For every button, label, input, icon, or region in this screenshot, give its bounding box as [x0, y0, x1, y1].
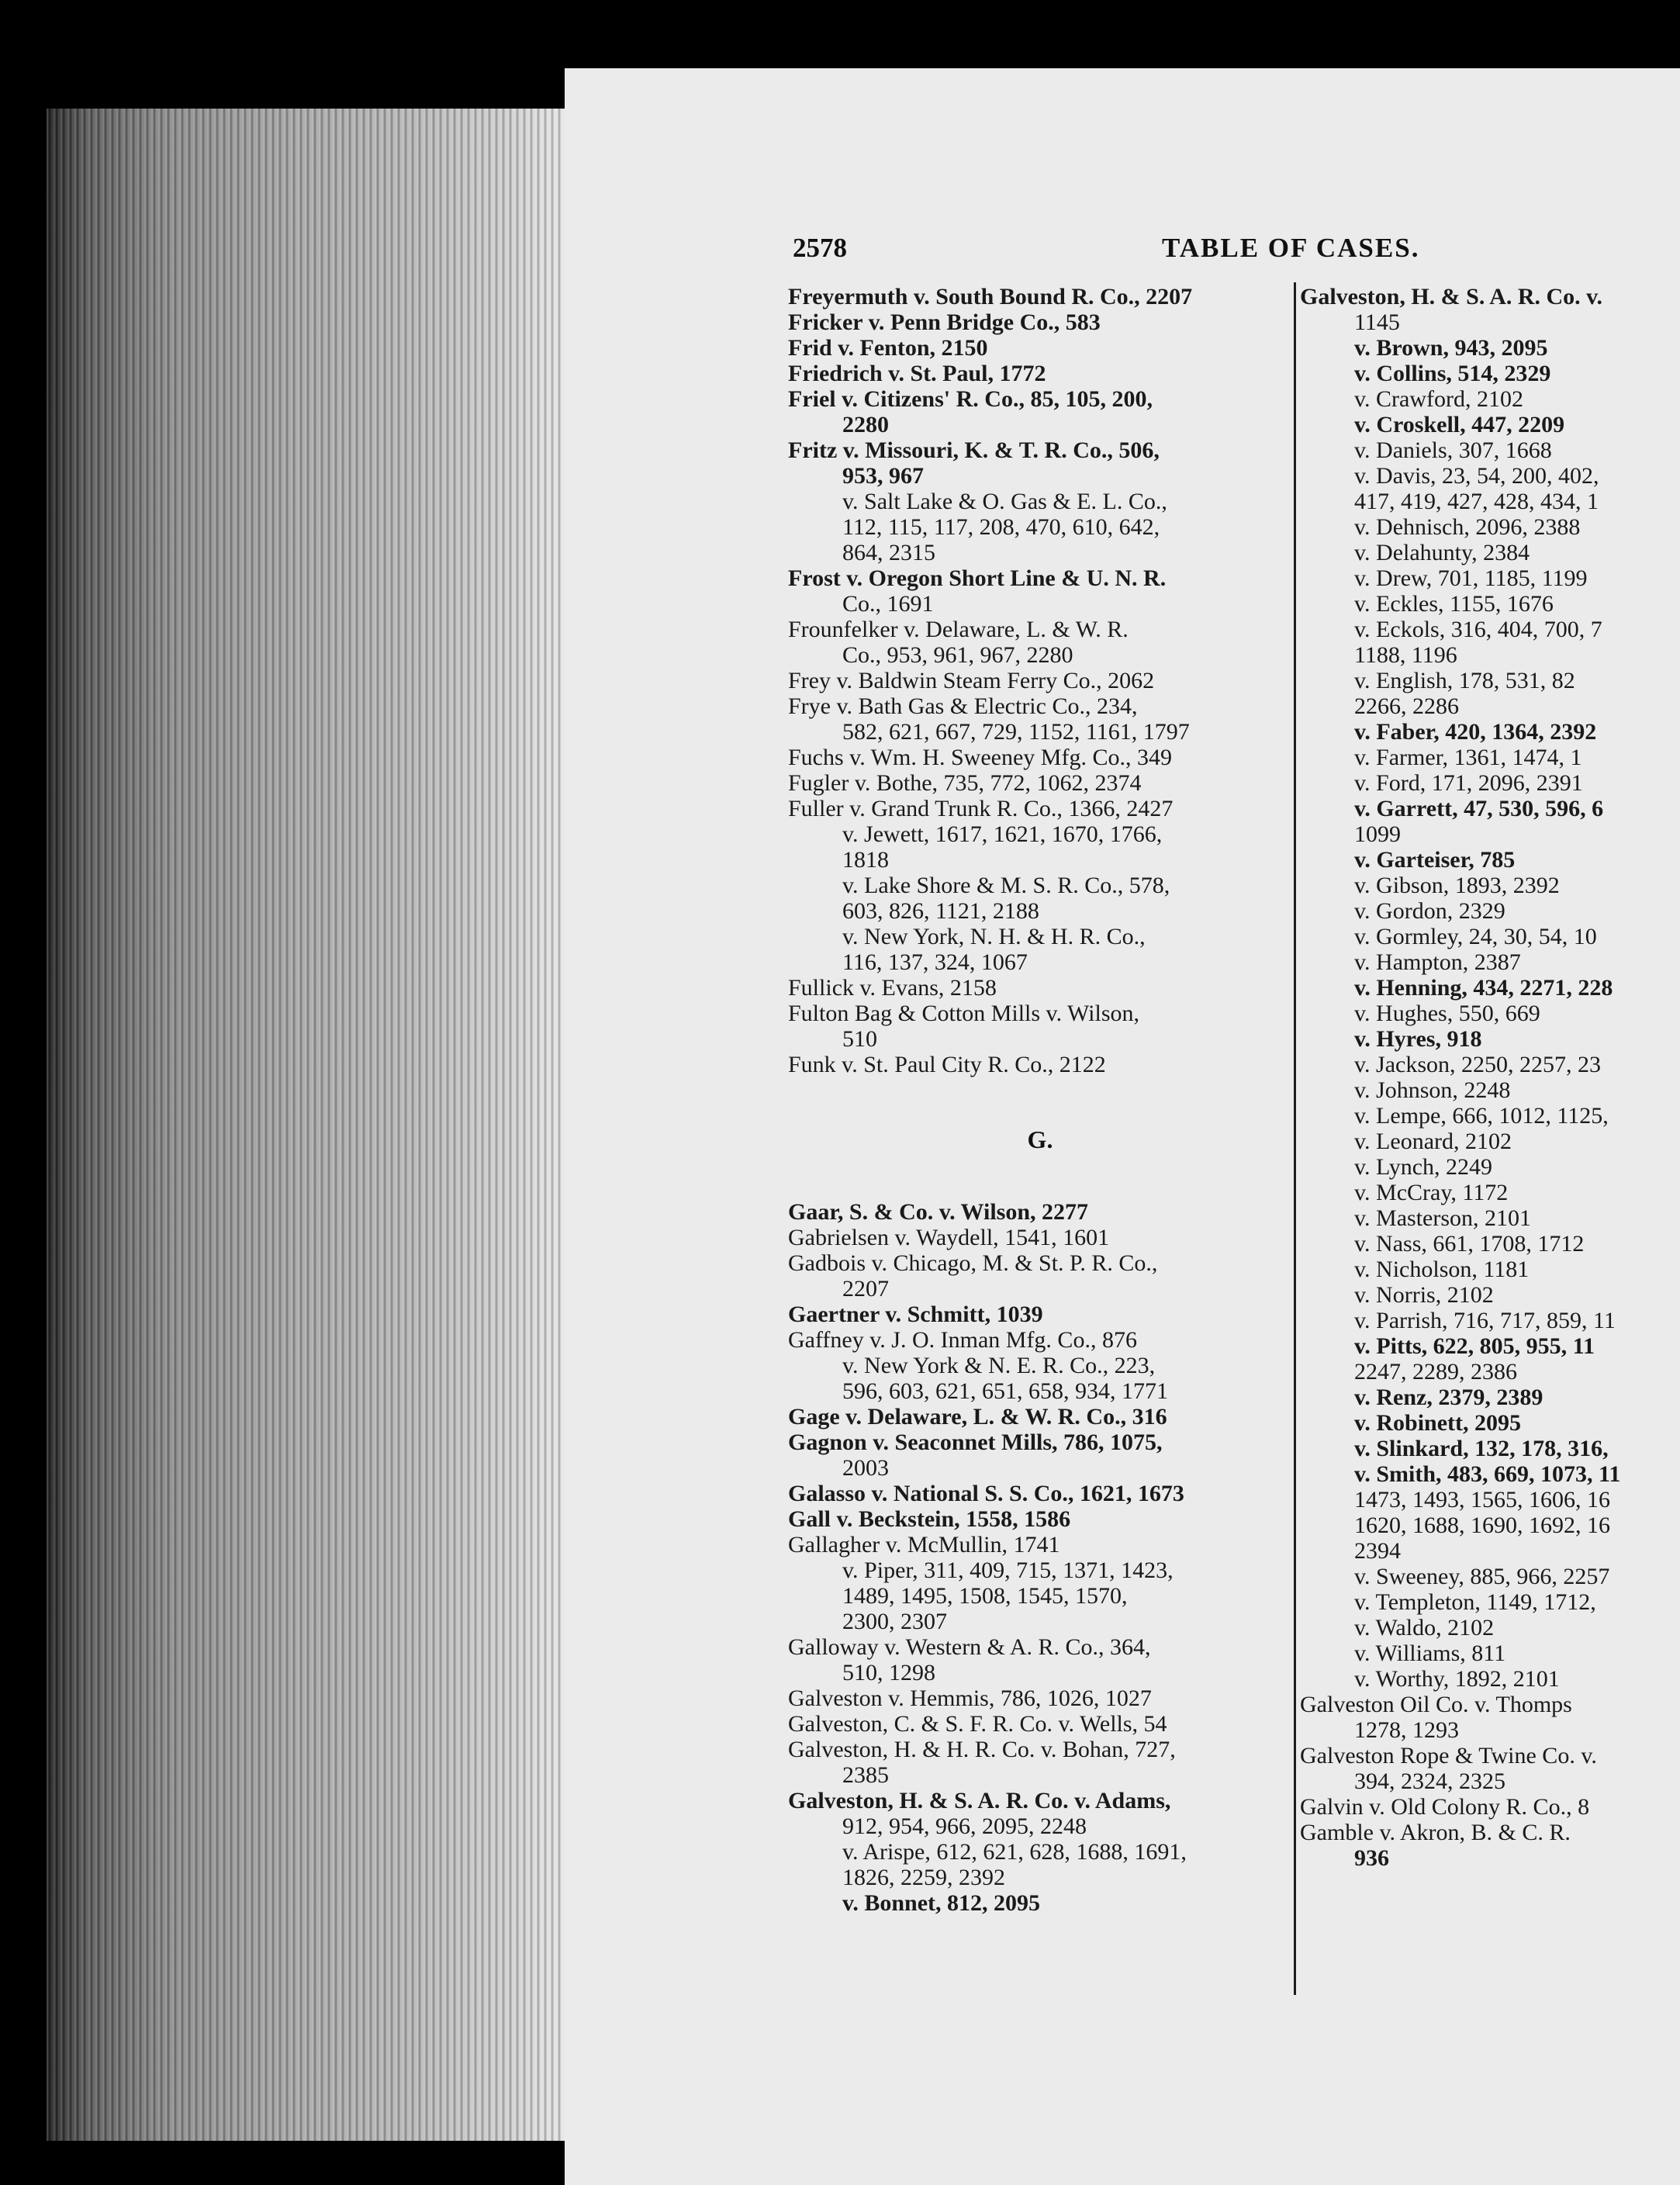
- case-entry: v. Eckols, 316, 404, 700, 7: [1354, 617, 1602, 642]
- case-entry: v. Dehnisch, 2096, 2388: [1354, 514, 1581, 540]
- case-entry: v. Gordon, 2329: [1354, 898, 1505, 924]
- case-entry: Fugler v. Bothe, 735, 772, 1062, 2374: [788, 770, 1142, 796]
- case-entry: Frye v. Bath Gas & Electric Co., 234,: [788, 693, 1138, 719]
- case-entry: v. Nicholson, 1181: [1354, 1257, 1530, 1282]
- case-entry: Fricker v. Penn Bridge Co., 583: [788, 309, 1101, 335]
- section-heading-g: G.: [1027, 1125, 1053, 1153]
- case-entry: v. Salt Lake & O. Gas & E. L. Co.,: [842, 489, 1167, 514]
- case-entry: Co., 953, 961, 967, 2280: [842, 642, 1073, 668]
- case-entry: 1278, 1293: [1354, 1717, 1459, 1743]
- case-entry: 1818: [842, 847, 889, 873]
- case-entry: 2300, 2307: [842, 1609, 947, 1634]
- case-entry: v. Robinett, 2095: [1354, 1410, 1522, 1436]
- case-entry: Freyermuth v. South Bound R. Co., 2207: [788, 284, 1193, 309]
- case-entry: v. McCray, 1172: [1354, 1180, 1509, 1205]
- case-entry: v. Jewett, 1617, 1621, 1670, 1766,: [842, 821, 1163, 847]
- case-entry: 936: [1354, 1845, 1389, 1871]
- case-entry: v. Nass, 661, 1708, 1712: [1354, 1231, 1585, 1257]
- case-entry: v. Ford, 171, 2096, 2391: [1354, 770, 1583, 796]
- case-entry: 1188, 1196: [1354, 642, 1457, 668]
- case-entry: v. Lempe, 666, 1012, 1125,: [1354, 1103, 1609, 1129]
- case-entry: 2266, 2286: [1354, 693, 1459, 719]
- case-entry: v. Drew, 701, 1185, 1199: [1354, 565, 1588, 591]
- case-entry: 912, 954, 966, 2095, 2248: [842, 1813, 1087, 1839]
- case-entry: Gadbois v. Chicago, M. & St. P. R. Co.,: [788, 1250, 1158, 1276]
- case-entry: v. Arispe, 612, 621, 628, 1688, 1691,: [842, 1839, 1187, 1865]
- case-entry: 2280: [842, 412, 889, 437]
- case-entry: 1620, 1688, 1690, 1692, 16: [1354, 1513, 1610, 1538]
- case-entry: Friel v. Citizens' R. Co., 85, 105, 200,: [788, 386, 1153, 412]
- case-entry: Gallagher v. McMullin, 1741: [788, 1532, 1060, 1558]
- case-entry: 953, 967: [842, 463, 924, 489]
- case-entry: 2394: [1354, 1538, 1401, 1564]
- case-entry: Galveston, H. & S. A. R. Co. v. Adams,: [788, 1788, 1171, 1813]
- case-entry: v. Slinkard, 132, 178, 316,: [1354, 1436, 1609, 1461]
- case-entry: v. Waldo, 2102: [1354, 1615, 1495, 1640]
- case-entry: 2003: [842, 1455, 889, 1481]
- case-entry: Frounfelker v. Delaware, L. & W. R.: [788, 617, 1129, 642]
- case-entry: v. Garteiser, 785: [1354, 847, 1516, 873]
- case-entry: v. Smith, 483, 669, 1073, 11: [1354, 1461, 1621, 1487]
- case-entry: Galveston Rope & Twine Co. v.: [1300, 1743, 1597, 1768]
- case-entry: v. Hughes, 550, 669: [1354, 1001, 1540, 1026]
- case-entry: v. Worthy, 1892, 2101: [1354, 1666, 1560, 1692]
- case-entry: v. Gormley, 24, 30, 54, 10: [1354, 924, 1597, 949]
- case-entry: Galveston, H. & S. A. R. Co. v.: [1300, 284, 1603, 309]
- case-entry: v. Crawford, 2102: [1354, 386, 1524, 412]
- case-entry: Frid v. Fenton, 2150: [788, 335, 988, 361]
- case-entry: v. Hampton, 2387: [1354, 949, 1521, 975]
- case-entry: Gage v. Delaware, L. & W. R. Co., 316: [788, 1404, 1167, 1430]
- case-entry: v. Pitts, 622, 805, 955, 11: [1354, 1333, 1595, 1359]
- case-entry: Gabrielsen v. Waydell, 1541, 1601: [788, 1225, 1110, 1250]
- case-entry: Galveston, C. & S. F. R. Co. v. Wells, 54: [788, 1711, 1167, 1737]
- case-entry: v. Davis, 23, 54, 200, 402,: [1354, 463, 1599, 489]
- case-entry: v. Parrish, 716, 717, 859, 11: [1354, 1308, 1616, 1333]
- case-entry: Co., 1691: [842, 591, 934, 617]
- case-entry: Fuller v. Grand Trunk R. Co., 1366, 2427: [788, 796, 1174, 821]
- case-entry: 2207: [842, 1276, 889, 1302]
- case-entry: v. Collins, 514, 2329: [1354, 361, 1551, 386]
- case-entry: v. Lake Shore & M. S. R. Co., 578,: [842, 873, 1170, 898]
- case-entry: 2385: [842, 1762, 889, 1788]
- case-entry: Fullick v. Evans, 2158: [788, 975, 997, 1001]
- case-entry: Fritz v. Missouri, K. & T. R. Co., 506,: [788, 437, 1160, 463]
- case-entry: v. Bonnet, 812, 2095: [842, 1890, 1041, 1916]
- case-entry: 1145: [1354, 309, 1400, 335]
- left-entries-f: [788, 284, 1292, 1077]
- case-entry: Galveston Oil Co. v. Thomps: [1300, 1692, 1572, 1717]
- case-entry: Galvin v. Old Colony R. Co., 8: [1300, 1794, 1590, 1820]
- case-entry: 1826, 2259, 2392: [842, 1865, 1005, 1890]
- case-entry: v. English, 178, 531, 82: [1354, 668, 1575, 693]
- case-entry: 1489, 1495, 1508, 1545, 1570,: [842, 1583, 1128, 1609]
- case-entry: v. New York, N. H. & H. R. Co.,: [842, 924, 1146, 949]
- case-entry: 1099: [1354, 821, 1401, 847]
- case-entry: Frey v. Baldwin Steam Ferry Co., 2062: [788, 668, 1155, 693]
- case-entry: v. Farmer, 1361, 1474, 1: [1354, 745, 1582, 770]
- case-entry: v. Lynch, 2249: [1354, 1154, 1493, 1180]
- case-entry: 1473, 1493, 1565, 1606, 16: [1354, 1487, 1610, 1513]
- case-entry: Galveston v. Hemmis, 786, 1026, 1027: [788, 1685, 1152, 1711]
- case-entry: v. Jackson, 2250, 2257, 23: [1354, 1052, 1602, 1077]
- case-entry: v. Renz, 2379, 2389: [1354, 1385, 1543, 1410]
- case-entry: 2247, 2289, 2386: [1354, 1359, 1517, 1385]
- case-entry: v. Gibson, 1893, 2392: [1354, 873, 1560, 898]
- case-entry: v. Croskell, 447, 2209: [1354, 412, 1565, 437]
- case-entry: 394, 2324, 2325: [1354, 1768, 1505, 1794]
- case-entry: Fuchs v. Wm. H. Sweeney Mfg. Co., 349: [788, 745, 1172, 770]
- left-entries-g: [788, 1199, 1292, 1916]
- case-entry: Galloway v. Western & A. R. Co., 364,: [788, 1634, 1151, 1660]
- case-entry: v. Garrett, 47, 530, 596, 6: [1354, 796, 1604, 821]
- book-page: [565, 68, 1680, 2185]
- case-entry: 116, 137, 324, 1067: [842, 949, 1028, 975]
- case-entry: Fulton Bag & Cotton Mills v. Wilson,: [788, 1001, 1140, 1026]
- case-entry: v. Henning, 434, 2271, 228: [1354, 975, 1613, 1001]
- case-entry: Gagnon v. Seaconnet Mills, 786, 1075,: [788, 1430, 1163, 1455]
- case-entry: v. Leonard, 2102: [1354, 1129, 1512, 1154]
- case-entry: 596, 603, 621, 651, 658, 934, 1771: [842, 1378, 1168, 1404]
- case-entry: v. Williams, 811: [1354, 1640, 1506, 1666]
- case-entry: 582, 621, 667, 729, 1152, 1161, 1797: [842, 719, 1190, 745]
- case-entry: Gall v. Beckstein, 1558, 1586: [788, 1506, 1071, 1532]
- case-entry: 864, 2315: [842, 540, 935, 565]
- case-entry: Friedrich v. St. Paul, 1772: [788, 361, 1046, 386]
- case-entry: Gaffney v. J. O. Inman Mfg. Co., 876: [788, 1327, 1137, 1353]
- case-entry: Galasso v. National S. S. Co., 1621, 1673: [788, 1481, 1184, 1506]
- case-entry: 417, 419, 427, 428, 434, 1: [1354, 489, 1599, 514]
- case-entry: Funk v. St. Paul City R. Co., 2122: [788, 1052, 1106, 1077]
- case-entry: Galveston, H. & H. R. Co. v. Bohan, 727,: [788, 1737, 1176, 1762]
- page-header: [565, 233, 1680, 271]
- case-entry: v. Sweeney, 885, 966, 2257: [1354, 1564, 1610, 1589]
- case-entry: 510: [842, 1026, 877, 1052]
- case-entry: v. New York & N. E. R. Co., 223,: [842, 1353, 1156, 1378]
- right-column: [1300, 284, 1680, 1871]
- case-entry: 603, 826, 1121, 2188: [842, 898, 1039, 924]
- left-column: [788, 284, 1292, 1916]
- case-entry: v. Piper, 311, 409, 715, 1371, 1423,: [842, 1558, 1174, 1583]
- column-divider: [1294, 282, 1296, 1995]
- case-entry: v. Hyres, 918: [1354, 1026, 1482, 1052]
- case-entry: Frost v. Oregon Short Line & U. N. R.: [788, 565, 1167, 591]
- case-entry: v. Templeton, 1149, 1712,: [1354, 1589, 1596, 1615]
- case-entry: v. Brown, 943, 2095: [1354, 335, 1548, 361]
- case-entry: Gamble v. Akron, B. & C. R.: [1300, 1820, 1571, 1845]
- case-entry: v. Daniels, 307, 1668: [1354, 437, 1552, 463]
- case-entry: v. Johnson, 2248: [1354, 1077, 1511, 1103]
- case-entry: v. Delahunty, 2384: [1354, 540, 1530, 565]
- case-entry: v. Eckles, 1155, 1676: [1354, 591, 1554, 617]
- page-number: 2578: [793, 233, 847, 263]
- book-page-edges: [47, 109, 566, 2141]
- right-entries: [1300, 284, 1680, 1871]
- case-entry: Gaertner v. Schmitt, 1039: [788, 1302, 1043, 1327]
- case-entry: v. Norris, 2102: [1354, 1282, 1494, 1308]
- case-entry: 510, 1298: [842, 1660, 935, 1685]
- case-entry: Gaar, S. & Co. v. Wilson, 2277: [788, 1199, 1089, 1225]
- case-entry: v. Masterson, 2101: [1354, 1205, 1532, 1231]
- running-title: TABLE OF CASES.: [1162, 233, 1420, 263]
- case-entry: 112, 115, 117, 208, 470, 610, 642,: [842, 514, 1160, 540]
- case-entry: v. Faber, 420, 1364, 2392: [1354, 719, 1597, 745]
